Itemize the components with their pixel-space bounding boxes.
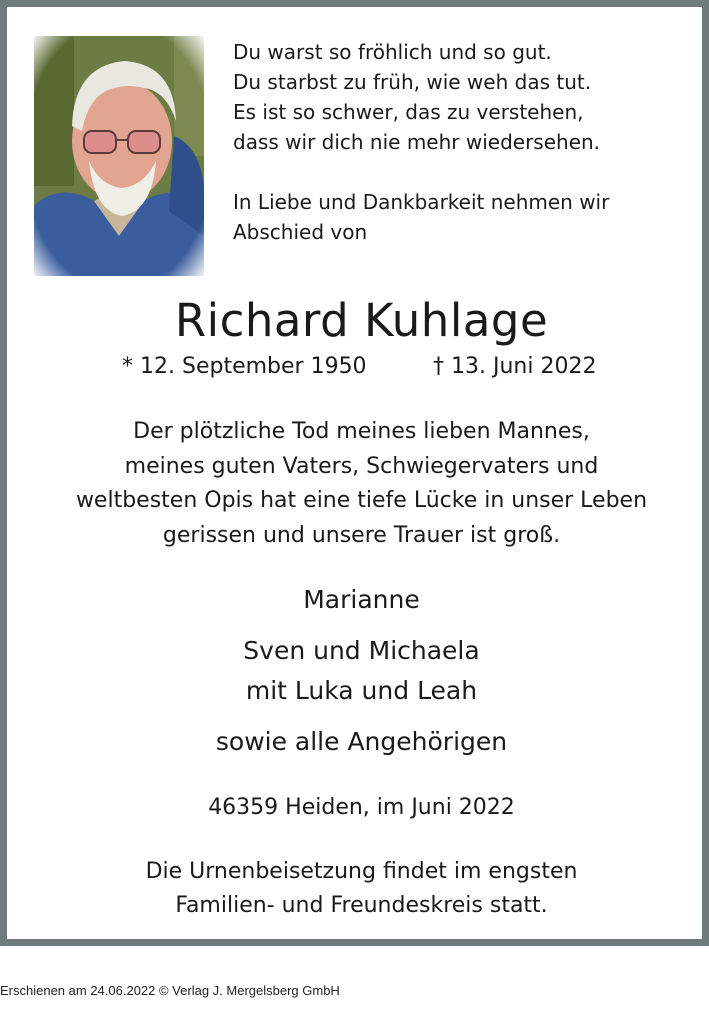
mourner-name: Marianne [303, 585, 420, 614]
message-line: gerissen und unsere Trauer ist groß. [162, 522, 561, 548]
place-and-date: 46359 Heiden, im Juni 2022 [208, 795, 515, 820]
spacer [233, 157, 693, 187]
birth-date: * 12. September 1950 [122, 354, 367, 379]
farewell-intro-line: In Liebe und Dankbarkeit nehmen wir [233, 190, 610, 214]
mourner-name: Sven und Michaela [243, 636, 480, 665]
deceased-name: Richard Kuhlage [174, 294, 549, 347]
message-line: Der plötzliche Tod meines lieben Mannes, [133, 419, 590, 444]
poem-line: dass wir dich nie mehr wiedersehen. [233, 130, 601, 154]
mourner-name: sowie alle Angehörigen [215, 727, 508, 756]
poem-line: Du warst so fröhlich und so gut. [233, 40, 552, 64]
poem-line: Es ist so schwer, das zu verstehen, [233, 100, 584, 124]
portrait-photo [34, 36, 204, 276]
note-line: Familien- und Freundeskreis statt. [175, 893, 548, 918]
death-date: † 13. Juni 2022 [433, 354, 597, 379]
farewell-intro-line: Abschied von [233, 220, 368, 244]
poem-line: Du starbst zu früh, wie weh das tut. [233, 70, 592, 94]
publication-footer: Erschienen am 24.06.2022 © Verlag J. Mergelsberg GmbH [0, 983, 340, 998]
condolence-message [7, 415, 709, 553]
note-line: Die Urnenbeisetzung findet im engsten [145, 859, 578, 884]
poem [233, 37, 693, 247]
mourner-name: mit Luka und Leah [245, 676, 478, 705]
funeral-note [7, 855, 709, 923]
message-line: weltbesten Opis hat eine tiefe Lücke in unser Leben [75, 488, 648, 513]
message-line: meines guten Vaters, Schwiegervaters und [124, 453, 599, 479]
